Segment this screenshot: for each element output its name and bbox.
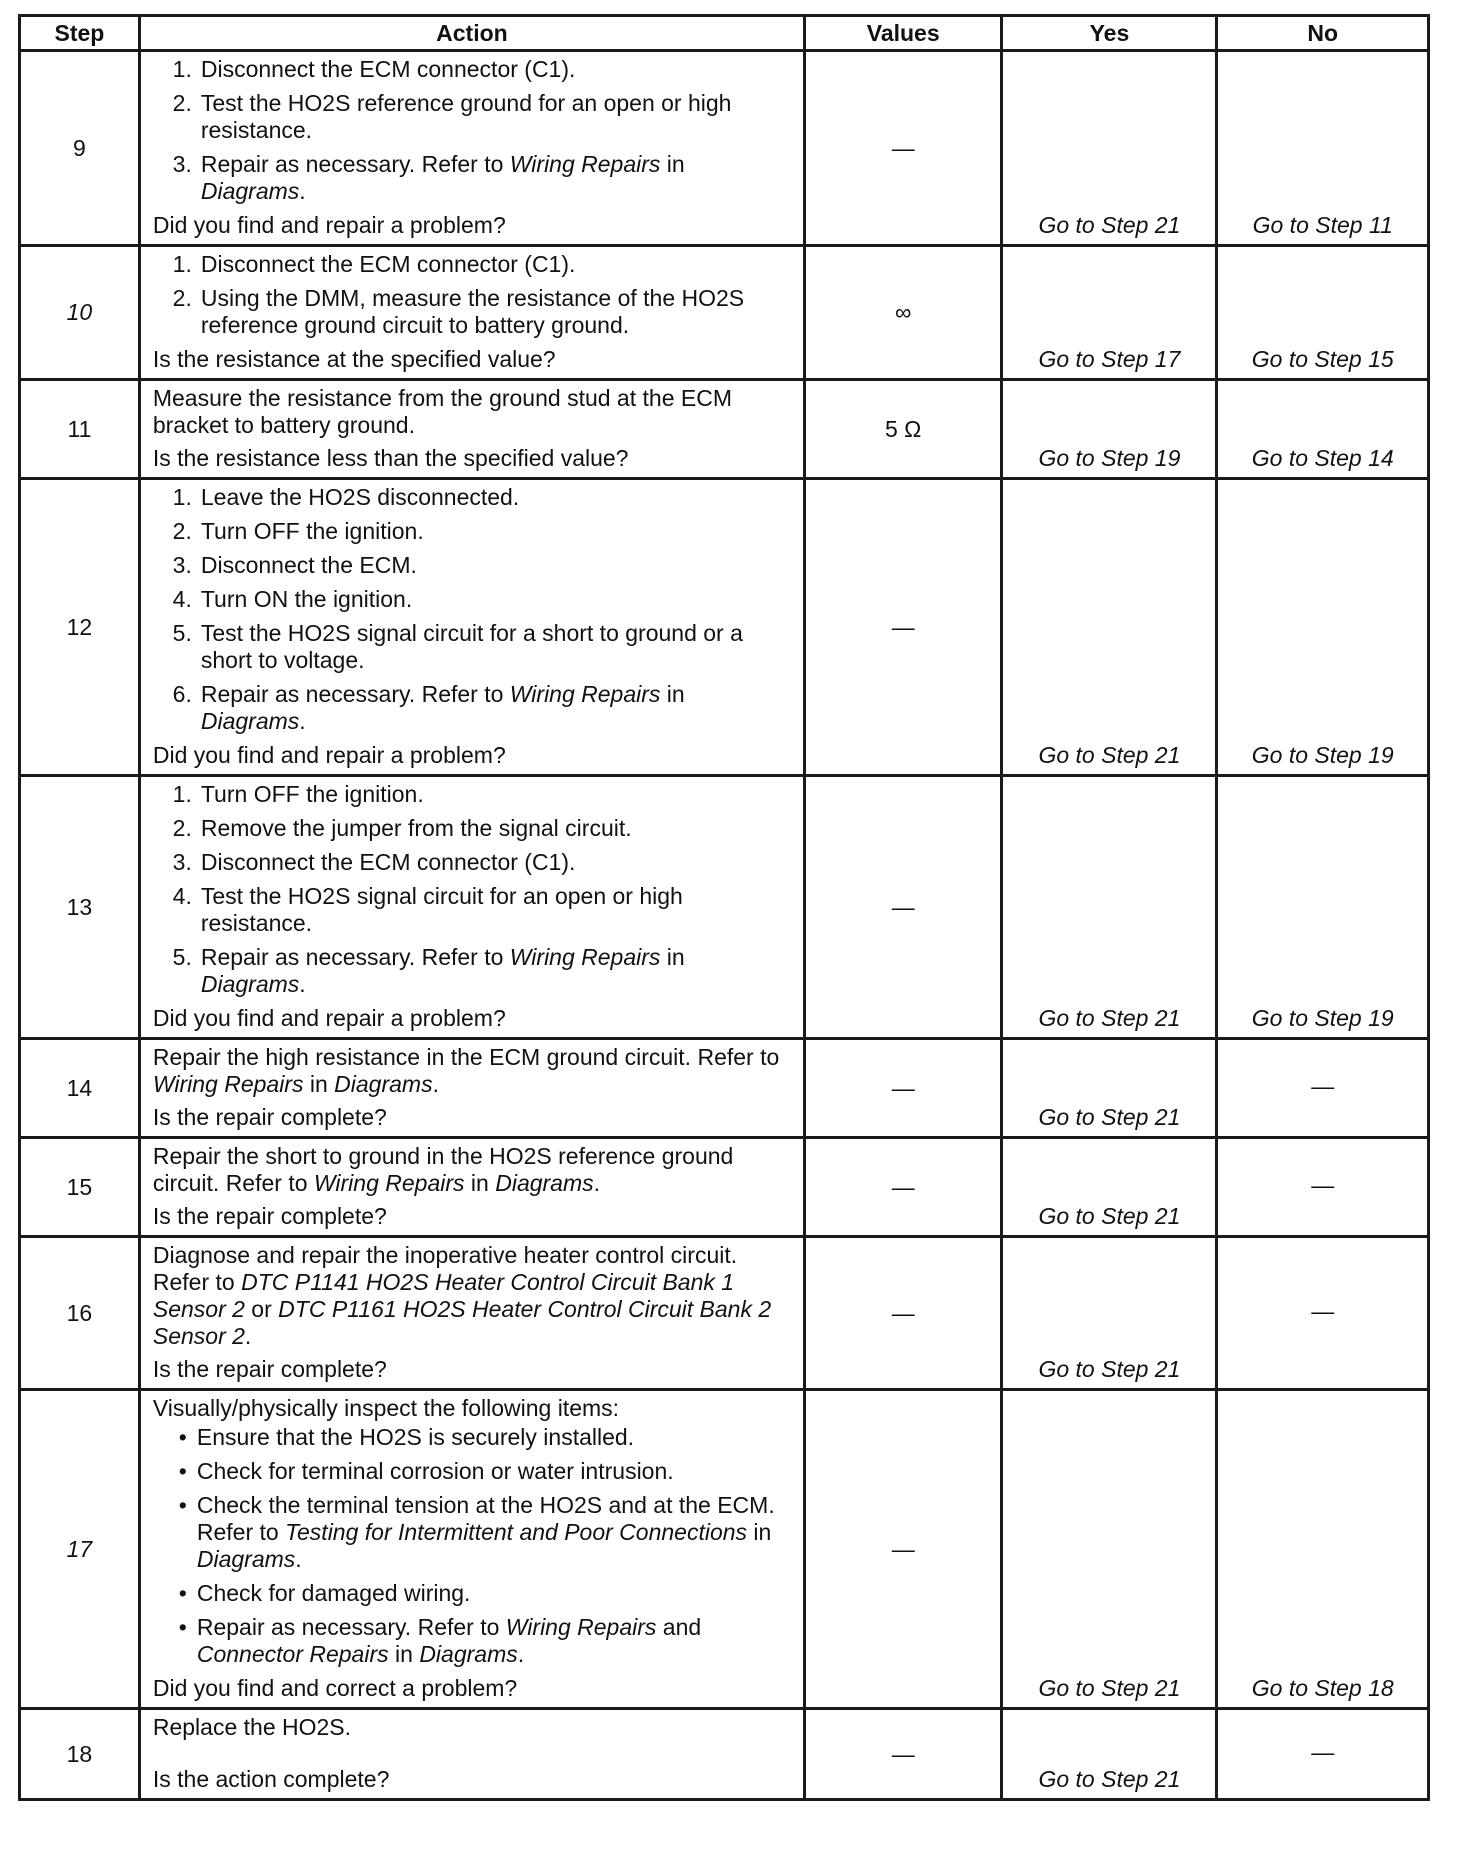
value-cell: — bbox=[804, 1390, 1001, 1709]
yes-cell: Go to Step 17 bbox=[1002, 246, 1217, 380]
header-values: Values bbox=[804, 16, 1001, 51]
action-cell bbox=[139, 776, 804, 1039]
bullet-icon: • bbox=[178, 1614, 187, 1640]
item-text-part: Repair as necessary. Refer to bbox=[200, 151, 510, 177]
item-number: 1. bbox=[172, 484, 192, 510]
list-item bbox=[153, 1580, 793, 1607]
step-number: 18 bbox=[20, 1709, 140, 1800]
value-cell: — bbox=[804, 1709, 1001, 1800]
table-row bbox=[20, 51, 1429, 246]
item-number: 5. bbox=[172, 944, 192, 970]
value-cell: ∞ bbox=[804, 246, 1001, 380]
item-text-part: . bbox=[295, 1546, 302, 1572]
list-item bbox=[153, 849, 793, 876]
no-cell: Go to Step 14 bbox=[1217, 380, 1429, 479]
step-number: 15 bbox=[20, 1138, 140, 1237]
no-cell: — bbox=[1217, 1138, 1429, 1237]
action-cell bbox=[139, 479, 804, 776]
question-text: Is the resistance less than the specified value? bbox=[152, 445, 629, 471]
list-item bbox=[153, 586, 793, 613]
item-number: 2. bbox=[172, 518, 192, 544]
item-text bbox=[201, 151, 793, 205]
action-text: Replace the HO2S. bbox=[152, 1714, 352, 1740]
yes-cell: Go to Step 21 bbox=[1002, 51, 1217, 246]
yes-cell: Go to Step 21 bbox=[1002, 1709, 1217, 1800]
bullet-icon: • bbox=[178, 1580, 187, 1606]
checklist bbox=[153, 1424, 793, 1668]
no-cell: Go to Step 19 bbox=[1217, 479, 1429, 776]
bullet-icon: • bbox=[178, 1492, 187, 1518]
action-cell bbox=[139, 1138, 804, 1237]
item-text-part: in bbox=[660, 681, 685, 707]
bullet-icon: • bbox=[178, 1458, 187, 1484]
action-list bbox=[153, 56, 793, 205]
list-item bbox=[153, 815, 793, 842]
reference-link: Wiring Repairs bbox=[313, 1170, 465, 1196]
item-number: 1. bbox=[172, 251, 192, 277]
list-item bbox=[153, 56, 793, 83]
table-row bbox=[20, 1237, 1429, 1390]
reference-link: Diagrams bbox=[334, 1071, 433, 1097]
reference-link: Wiring Repairs bbox=[509, 151, 661, 177]
header-no: No bbox=[1217, 16, 1429, 51]
item-text: Leave the HO2S disconnected. bbox=[200, 484, 520, 510]
item-number: 1. bbox=[172, 56, 192, 82]
item-text: Disconnect the ECM connector (C1). bbox=[200, 251, 576, 277]
item-number: 4. bbox=[172, 586, 192, 612]
item-text-part: Repair as necessary. Refer to bbox=[196, 1614, 506, 1640]
no-cell: — bbox=[1217, 1237, 1429, 1390]
action-text bbox=[153, 1242, 793, 1350]
item-text: Turn OFF the ignition. bbox=[200, 781, 424, 807]
no-cell: Go to Step 11 bbox=[1217, 51, 1429, 246]
list-item bbox=[153, 1492, 793, 1573]
value-cell: — bbox=[804, 1039, 1001, 1138]
step-number: 17 bbox=[20, 1390, 140, 1709]
question-text: Is the resistance at the specified value? bbox=[152, 346, 556, 372]
value-cell: — bbox=[804, 1237, 1001, 1390]
item-number: 6. bbox=[172, 681, 192, 707]
action-text bbox=[153, 1143, 793, 1197]
item-text-part: in bbox=[747, 1519, 772, 1545]
action-cell bbox=[139, 246, 804, 380]
item-text: Disconnect the ECM connector (C1). bbox=[200, 849, 576, 875]
item-text-part: in bbox=[388, 1641, 420, 1667]
reference-link: DTC P1141 HO2S Heater Control Circuit Bank 1 Sensor 2 bbox=[152, 1269, 735, 1322]
reference-link: Testing for Intermittent and Poor Connections bbox=[285, 1519, 748, 1545]
reference-link: Wiring Repairs bbox=[505, 1614, 657, 1640]
action-text: Measure the resistance from the ground stud at the ECM bracket to battery ground. bbox=[152, 385, 732, 438]
yes-cell: Go to Step 21 bbox=[1002, 479, 1217, 776]
action-text-part: in bbox=[464, 1170, 496, 1196]
list-item bbox=[153, 620, 793, 674]
item-text-part: and bbox=[656, 1614, 702, 1640]
table-row bbox=[20, 1138, 1429, 1237]
action-text-part: in bbox=[303, 1071, 335, 1097]
item-text bbox=[197, 1492, 793, 1573]
value-cell: — bbox=[804, 776, 1001, 1039]
value-cell: — bbox=[804, 51, 1001, 246]
item-text-part: . bbox=[299, 971, 306, 997]
action-text-part: Repair the high resistance in the ECM ground circuit. Refer to bbox=[152, 1044, 780, 1070]
table-row bbox=[20, 776, 1429, 1039]
step-number: 13 bbox=[20, 776, 140, 1039]
item-number: 3. bbox=[172, 151, 192, 177]
header-step: Step bbox=[20, 16, 140, 51]
list-item bbox=[153, 1458, 793, 1485]
list-item bbox=[153, 1614, 793, 1668]
action-text-part: . bbox=[593, 1170, 601, 1196]
question-text: Is the action complete? bbox=[152, 1766, 390, 1792]
action-text bbox=[153, 1044, 793, 1098]
action-list bbox=[153, 781, 793, 998]
item-number: 3. bbox=[172, 849, 192, 875]
value-cell: 5 Ω bbox=[804, 380, 1001, 479]
reference-link: Wiring Repairs bbox=[509, 681, 661, 707]
list-item bbox=[153, 484, 793, 511]
item-text: Disconnect the ECM connector (C1). bbox=[200, 56, 576, 82]
table-row bbox=[20, 479, 1429, 776]
item-number: 1. bbox=[172, 781, 192, 807]
question-text: Did you find and repair a problem? bbox=[152, 742, 506, 768]
item-number: 5. bbox=[172, 620, 192, 646]
yes-cell: Go to Step 21 bbox=[1002, 776, 1217, 1039]
no-cell: — bbox=[1217, 1039, 1429, 1138]
action-text-part: . bbox=[432, 1071, 439, 1097]
question-text: Is the repair complete? bbox=[152, 1203, 387, 1229]
item-text: Check for damaged wiring. bbox=[196, 1580, 471, 1606]
item-text bbox=[197, 1614, 793, 1668]
yes-cell: Go to Step 21 bbox=[1002, 1237, 1217, 1390]
no-cell: — bbox=[1217, 1709, 1429, 1800]
item-text bbox=[201, 681, 793, 735]
yes-cell: Go to Step 21 bbox=[1002, 1138, 1217, 1237]
item-text-part: Repair as necessary. Refer to bbox=[200, 944, 510, 970]
item-text: Ensure that the HO2S is securely installed. bbox=[196, 1424, 635, 1450]
item-text-part: in bbox=[660, 151, 685, 177]
item-number: 4. bbox=[172, 883, 192, 909]
table-row bbox=[20, 246, 1429, 380]
action-cell bbox=[139, 51, 804, 246]
reference-link: Diagrams bbox=[200, 708, 300, 734]
item-text: Turn ON the ignition. bbox=[200, 586, 413, 612]
list-item bbox=[153, 285, 793, 339]
item-text: Turn OFF the ignition. bbox=[200, 518, 424, 544]
item-text: Test the HO2S signal circuit for a short to ground or a short to voltage. bbox=[200, 620, 743, 673]
action-cell bbox=[139, 1039, 804, 1138]
item-text-part: Check the terminal tension at the HO2S and at the ECM. Refer to bbox=[196, 1492, 775, 1545]
reference-link: DTC P1161 HO2S Heater Control Circuit Bank 2 Sensor 2 bbox=[152, 1296, 772, 1349]
yes-cell: Go to Step 19 bbox=[1002, 380, 1217, 479]
action-text-part: or bbox=[244, 1296, 279, 1322]
no-cell: Go to Step 15 bbox=[1217, 246, 1429, 380]
item-text: Remove the jumper from the signal circuit. bbox=[200, 815, 632, 841]
item-text: Using the DMM, measure the resistance of the HO2S reference ground circuit to battery ground. bbox=[200, 285, 745, 338]
item-number: 2. bbox=[172, 90, 192, 116]
action-text-part: Diagnose and repair the inoperative heater control circuit. Refer to bbox=[152, 1242, 738, 1295]
action-text-part: Repair the short to ground in the HO2S reference ground circuit. Refer to bbox=[152, 1143, 734, 1196]
item-text bbox=[201, 944, 793, 998]
value-cell: — bbox=[804, 479, 1001, 776]
reference-link: Wiring Repairs bbox=[152, 1071, 304, 1097]
list-item bbox=[153, 781, 793, 808]
reference-link: Wiring Repairs bbox=[509, 944, 661, 970]
bullet-icon: • bbox=[178, 1424, 187, 1450]
item-text: Check for terminal corrosion or water intrusion. bbox=[196, 1458, 674, 1484]
action-intro: Visually/physically inspect the following items: bbox=[152, 1395, 620, 1421]
yes-cell: Go to Step 21 bbox=[1002, 1390, 1217, 1709]
list-item bbox=[153, 883, 793, 937]
table-row bbox=[20, 380, 1429, 479]
action-cell bbox=[139, 1709, 804, 1800]
step-number: 9 bbox=[20, 51, 140, 246]
list-item bbox=[153, 251, 793, 278]
list-item bbox=[153, 681, 793, 735]
reference-link: Connector Repairs bbox=[196, 1641, 389, 1667]
item-number: 2. bbox=[172, 285, 192, 311]
yes-cell: Go to Step 21 bbox=[1002, 1039, 1217, 1138]
reference-link: Diagrams bbox=[495, 1170, 594, 1196]
list-item bbox=[153, 518, 793, 545]
item-text: Test the HO2S signal circuit for an open or high resistance. bbox=[200, 883, 683, 936]
item-text-part: . bbox=[517, 1641, 525, 1667]
question-text: Did you find and repair a problem? bbox=[152, 1005, 506, 1031]
item-text: Test the HO2S reference ground for an open or high resistance. bbox=[200, 90, 732, 143]
list-item bbox=[153, 944, 793, 998]
question-text: Did you find and correct a problem? bbox=[152, 1675, 518, 1701]
step-number: 11 bbox=[20, 380, 140, 479]
step-number: 16 bbox=[20, 1237, 140, 1390]
item-text-part: . bbox=[299, 178, 306, 204]
item-text-part: . bbox=[299, 708, 306, 734]
header-yes: Yes bbox=[1002, 16, 1217, 51]
list-item bbox=[153, 151, 793, 205]
list-item bbox=[153, 1424, 793, 1451]
step-number: 12 bbox=[20, 479, 140, 776]
diagnostic-table-page bbox=[18, 14, 1430, 1801]
reference-link: Diagrams bbox=[419, 1641, 518, 1667]
action-cell bbox=[139, 380, 804, 479]
item-text: Disconnect the ECM. bbox=[200, 552, 417, 578]
value-cell: — bbox=[804, 1138, 1001, 1237]
action-cell bbox=[139, 1390, 804, 1709]
table-row bbox=[20, 1390, 1429, 1709]
item-number: 2. bbox=[172, 815, 192, 841]
item-text-part: Repair as necessary. Refer to bbox=[200, 681, 510, 707]
table-row bbox=[20, 1709, 1429, 1800]
step-number: 10 bbox=[20, 246, 140, 380]
list-item bbox=[153, 90, 793, 144]
no-cell: Go to Step 18 bbox=[1217, 1390, 1429, 1709]
header-action: Action bbox=[139, 16, 804, 51]
no-cell: Go to Step 19 bbox=[1217, 776, 1429, 1039]
reference-link: Diagrams bbox=[200, 971, 300, 997]
action-list bbox=[153, 484, 793, 735]
question-text: Is the repair complete? bbox=[152, 1356, 387, 1382]
question-text: Did you find and repair a problem? bbox=[152, 212, 506, 238]
table-row bbox=[20, 1039, 1429, 1138]
action-text-part: . bbox=[244, 1323, 252, 1349]
list-item bbox=[153, 552, 793, 579]
table-header-row bbox=[20, 16, 1429, 51]
action-cell bbox=[139, 1237, 804, 1390]
item-text-part: in bbox=[660, 944, 685, 970]
reference-link: Diagrams bbox=[200, 178, 300, 204]
question-text: Is the repair complete? bbox=[152, 1104, 387, 1130]
reference-link: Diagrams bbox=[196, 1546, 296, 1572]
diagnostic-table bbox=[18, 14, 1430, 1801]
item-number: 3. bbox=[172, 552, 192, 578]
step-number: 14 bbox=[20, 1039, 140, 1138]
action-list bbox=[153, 251, 793, 339]
